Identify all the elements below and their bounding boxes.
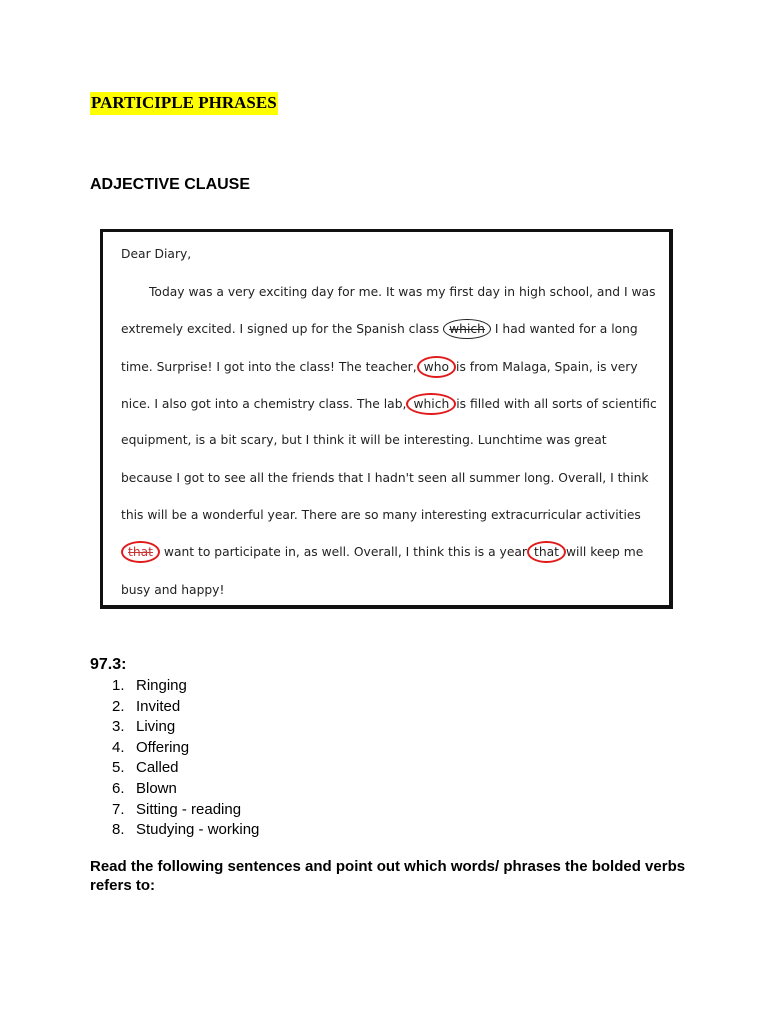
list-item: 2. Invited <box>112 697 181 715</box>
diary-image <box>100 229 673 609</box>
diary-text: want to participate in, as well. Overall, I think this is a year <box>163 545 527 559</box>
diary-line-3 <box>121 359 638 375</box>
diary-text: time. Surprise! I got into the class! The teacher, <box>121 360 417 374</box>
diary-text: nice. I also got into a chemistry class. The lab, <box>121 397 407 411</box>
circled-word: who <box>417 356 456 378</box>
circled-word: that <box>527 541 566 563</box>
exercise-number: 97.3: <box>90 656 127 673</box>
diary-text: is filled with all sorts of scientific <box>456 397 657 411</box>
diary-line-8 <box>121 544 643 560</box>
answer-list <box>90 676 259 841</box>
circled-word: which <box>443 319 491 339</box>
diary-text: extremely excited. I signed up for the Spanish class <box>121 322 440 336</box>
list-item: 8. Studying - working <box>112 821 260 839</box>
diary-line-1: Today was a very exciting day for me. It was my first day in high school, and I was <box>149 285 656 299</box>
list-item: 5. Called <box>112 759 179 777</box>
diary-text: I had wanted for a long <box>494 322 638 336</box>
list-item: 3. Living <box>112 718 176 736</box>
list-item: 1. Ringing <box>112 677 187 694</box>
list-item: 6. Blown <box>112 779 177 797</box>
diary-greeting: Dear Diary, <box>121 247 192 261</box>
circled-word: which <box>406 393 456 415</box>
diary-line-9: busy and happy! <box>121 583 225 597</box>
instruction-text: Read the following sentences and point out which words/ phrases the bolded verbs refers to: <box>90 858 686 894</box>
diary-line-4 <box>121 396 657 412</box>
circled-word: that <box>121 541 160 563</box>
diary-line-7: this will be a wonderful year. There are so many interesting extracurricular activities <box>121 508 641 522</box>
list-item: 4. Offering <box>112 738 190 756</box>
diary-line-6: because I got to see all the friends that I hadn't seen all summer long. Overall, I think <box>121 471 649 485</box>
list-item: 7. Sitting - reading <box>112 800 242 818</box>
section-heading: ADJECTIVE CLAUSE <box>90 176 251 193</box>
diary-line-2 <box>121 321 638 337</box>
diary-line-5: equipment, is a bit scary, but I think it will be interesting. Lunchtime was great <box>121 433 607 447</box>
diary-text: is from Malaga, Spain, is very <box>456 360 638 374</box>
page-title: PARTICIPLE PHRASES <box>90 92 278 115</box>
diary-text: will keep me <box>565 545 644 559</box>
